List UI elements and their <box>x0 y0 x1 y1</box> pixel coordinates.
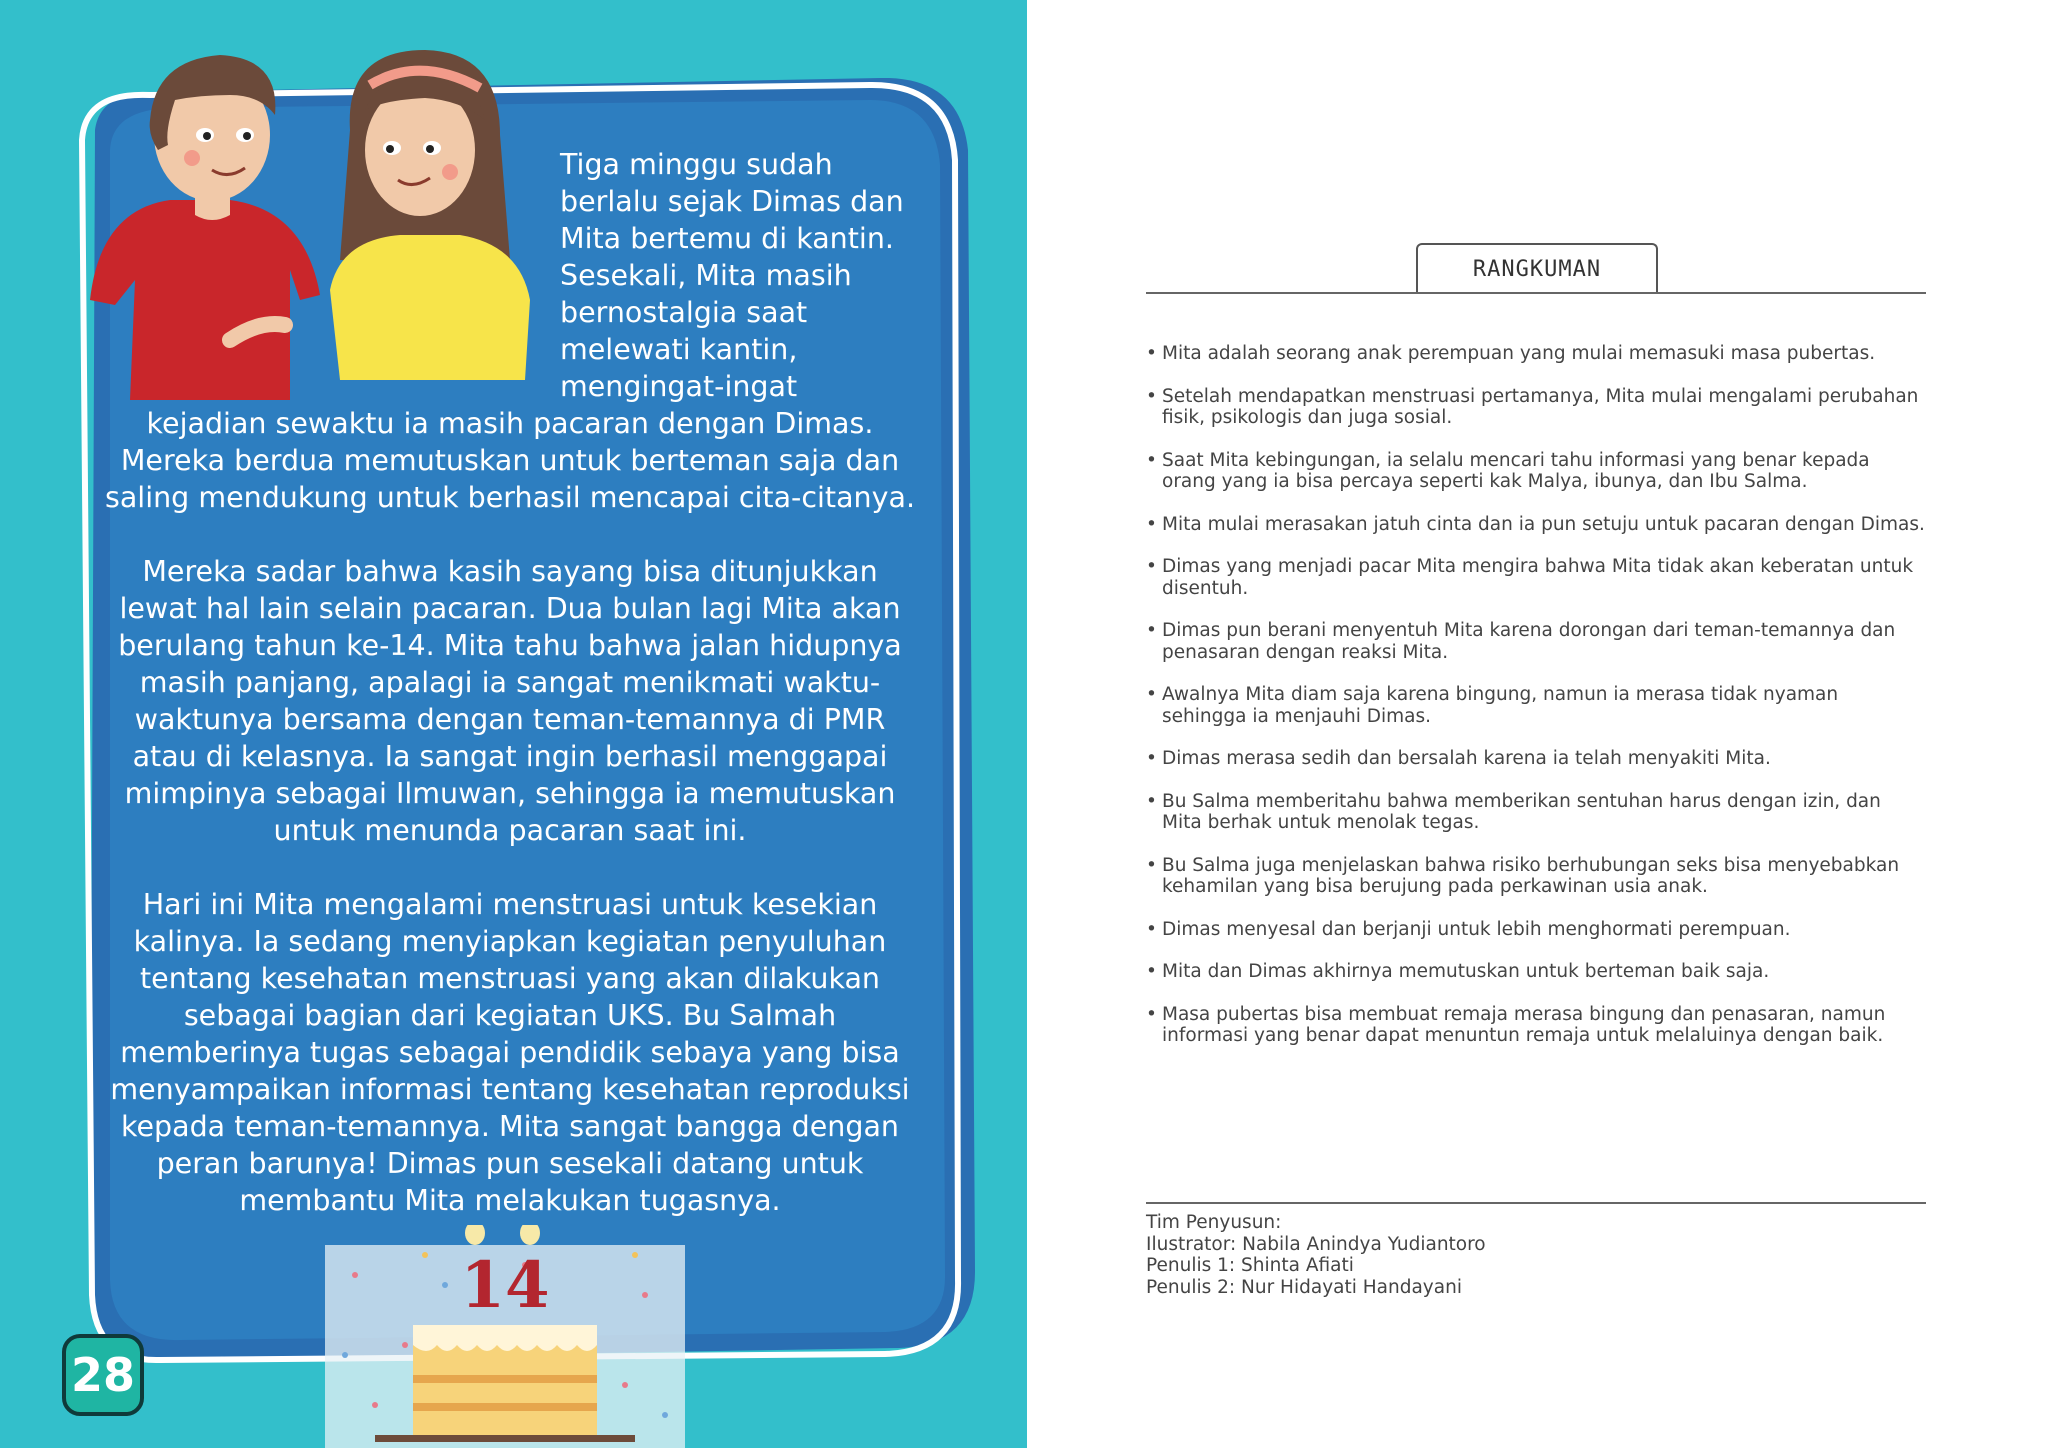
credits-heading: Tim Penyusun: <box>1146 1212 1282 1233</box>
summary-item: • Bu Salma memberitahu bahwa memberikan sentuhan harus dengan izin, dan Mita berhak untuk menolak tegas. <box>1146 791 1926 834</box>
credits-divider <box>1146 1202 1926 1204</box>
summary-item: • Mita mulai merasakan jatuh cinta dan ia pun setuju untuk pacaran dengan Dimas. <box>1146 514 1926 536</box>
summary-item: • Masa pubertas bisa membuat remaja merasa bingung dan penasaran, namun informasi yang benar dapat menuntun remaja untuk melaluinya dengan baik. <box>1146 1004 1926 1047</box>
summary-item: • Awalnya Mita diam saja karena bingung, namun ia merasa tidak nyaman sehingga ia menjauhi Dimas. <box>1146 684 1926 727</box>
credits-writer-1: Penulis 1: Shinta Afiati <box>1146 1255 1354 1276</box>
summary-item: • Setelah mendapatkan menstruasi pertamanya, Mita mulai mengalami perubahan fisik, psikologis dan juga sosial. <box>1146 386 1926 429</box>
summary-item: • Bu Salma juga menjelaskan bahwa risiko berhubungan seks bisa menyebabkan kehamilan yang bisa berujung pada perkawinan usia anak. <box>1146 855 1926 898</box>
summary-list <box>1146 343 1926 1068</box>
summary-title: RANGKUMAN <box>1416 243 1658 293</box>
summary-item: • Dimas menyesal dan berjanji untuk lebih menghormati perempuan. <box>1146 919 1926 941</box>
page-number-badge: 28 <box>62 1334 144 1416</box>
summary-divider <box>1146 292 1926 294</box>
summary-item: • Dimas pun berani menyentuh Mita karena dorongan dari teman-temannya dan penasaran dengan reaksi Mita. <box>1146 620 1926 663</box>
summary-item: • Dimas yang menjadi pacar Mita mengira bahwa Mita tidak akan keberatan untuk disentuh. <box>1146 556 1926 599</box>
summary-item: • Saat Mita kebingungan, ia selalu mencari tahu informasi yang benar kepada orang yang ia bisa percaya seperti kak Malya, ibunya, dan Ibu Salma. <box>1146 450 1926 493</box>
story-paragraph-3: Hari ini Mita mengalami menstruasi untuk kesekian kalinya. Ia sedang menyiapkan kegiatan penyuluhan tentang kesehatan menstruasi yang akan dilakukan sebagai bagian dari kegiatan UKS. Bu Salmah memberinya tugas sebagai pendidik sebaya yang bisa menyampaikan informasi tentang kesehatan reproduksi kepada teman-temannya. Mita sangat bangga dengan peran barunya! Dimas pun sesekali datang untuk membantu Mita melakukan tugasnya. <box>110 888 910 1217</box>
summary-item: • Mita dan Dimas akhirnya memutuskan untuk berteman baik saja. <box>1146 961 1926 983</box>
summary-item: • Mita adalah seorang anak perempuan yang mulai memasuki masa pubertas. <box>1146 343 1926 365</box>
credits-illustrator: Ilustrator: Nabila Anindya Yudiantoro <box>1146 1233 1486 1255</box>
birthday-cake-illustration <box>325 1225 685 1448</box>
credits-writer-2: Penulis 2: Nur Hidayati Handayani <box>1146 1276 1462 1298</box>
story-text <box>100 146 920 1256</box>
story-paragraph-1 <box>100 146 920 516</box>
cake-number: 14 <box>460 1248 550 1323</box>
story-paragraph-2: Mereka sadar bahwa kasih sayang bisa ditunjukkan lewat hal lain selain pacaran. Dua bulan lagi Mita akan berulang tahun ke-14. Mita tahu bahwa jalan hidupnya masih panjang, apalagi ia sangat menikmati waktu-waktunya bersama dengan teman-temannya di PMR atau di kelasnya. Ia sangat ingin berhasil menggapai mimpinya sebagai Ilmuwan, sehingga ia memutuskan untuk menunda pacaran saat ini. <box>118 555 902 847</box>
summary-item: • Dimas merasa sedih dan bersalah karena ia telah menyakiti Mita. <box>1146 748 1926 770</box>
illustration-text-wrap <box>100 146 560 398</box>
story-paragraph-1-rest: kejadian sewaktu ia masih pacaran dengan Dimas. Mereka berdua memutuskan untuk berteman saja dan saling mendukung untuk berhasil mencapai cita-citanya. <box>104 407 916 514</box>
credits <box>1146 1212 1926 1298</box>
story-paragraph-1-lead: Tiga minggu sudah berlalu sejak Dimas dan Mita bertemu di kantin. Sesekali, Mita masih bernostalgia saat melewati kantin, mengingat-ingat <box>560 148 904 403</box>
